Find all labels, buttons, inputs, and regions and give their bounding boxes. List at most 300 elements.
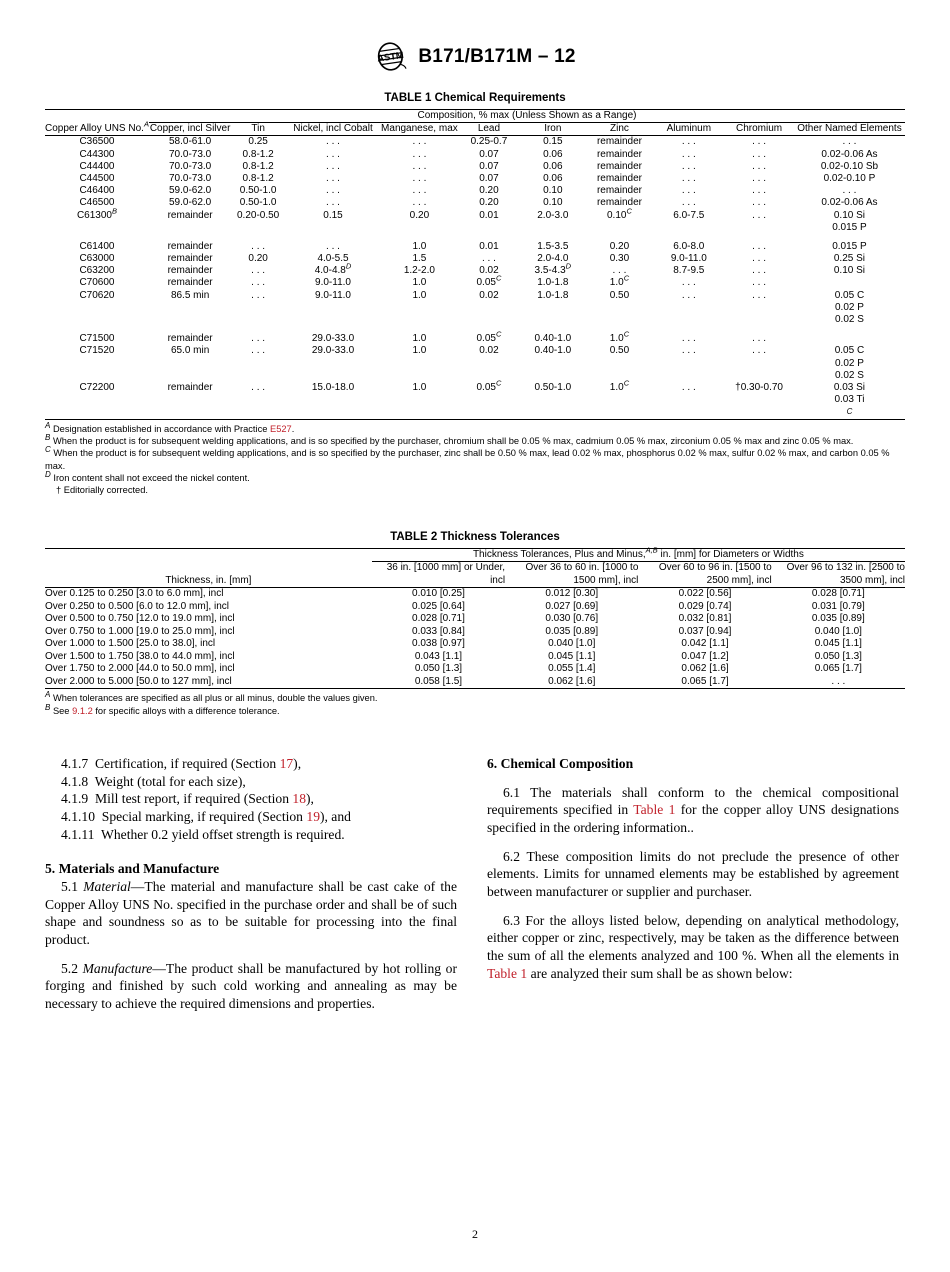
table-1-cell-manganese: . . . xyxy=(412,172,427,184)
table-1-cell-aluminum: . . . xyxy=(681,345,696,357)
table-1-cell-aluminum: . . . xyxy=(681,148,696,160)
table-1-cell-aluminum: . . . xyxy=(681,333,696,345)
table-1-cell-zinc: 0.10$^C$ xyxy=(607,206,632,221)
section-reference-link[interactable]: 18 xyxy=(292,791,307,807)
list-item xyxy=(45,773,457,791)
table-2-tolerances-header-text: Thickness Tolerances, Plus and Minus, xyxy=(472,548,646,560)
footnote-text: Designation established in accordance with Practice xyxy=(52,423,270,434)
paragraph-5-2-number: 5.2 xyxy=(61,960,83,976)
table-1-cell-chromium: . . . xyxy=(752,289,767,301)
table-row-continuation xyxy=(45,302,905,314)
table-1-cell-chromium: . . . xyxy=(752,333,767,345)
table-1-cell-nickel: . . . xyxy=(326,148,340,160)
footnote-text: Iron content shall not exceed the nickel content. xyxy=(53,472,250,483)
paragraph-5-1-text: —The material and manufacture shall be cast cake of the Copper Alloy UNS No. specified in the purchase order and shall be of such shape and soundness so as to be suitable for processing into the final product. xyxy=(45,878,458,947)
table-2-cell-v4: 0.031 [0.79] xyxy=(811,600,865,612)
table-2-col-4: Over 96 to 132 in. [2500 to 3500 mm], incl xyxy=(786,562,905,586)
table-1-cell-iron: 0.50-1.0 xyxy=(534,381,572,393)
table-1-cell-copper: remainder xyxy=(167,333,213,345)
table-2-cell-v2: 0.035 [0.89] xyxy=(545,625,599,637)
footnote-text: When the product is for subsequent welding applications, and is so specified by the purchaser, chromium shall be 0.05 % max, cadmium 0.05 % max, zirconium 0.05 % max and zinc 0.05 % max. xyxy=(52,435,854,446)
table-1-cell-aluminum: 8.7-9.5 xyxy=(673,265,705,277)
table-1-cell-lead: . . . xyxy=(481,253,496,265)
table-1-cell-manganese: 1.0 xyxy=(412,289,427,301)
list-item-text: Special marking, if required (Section xyxy=(101,808,307,824)
table-1-cell-alloy: C44500 xyxy=(79,172,115,184)
page-number: 2 xyxy=(472,1227,478,1241)
table-2-col-1: 36 in. [1000 mm] or Under, incl xyxy=(386,562,506,586)
table-1-group-header-row xyxy=(45,110,905,123)
table-1-cell-tin: 0.20 xyxy=(248,253,268,265)
table-1-cell-other: . . . xyxy=(842,185,857,197)
table-1-cell-chromium: . . . xyxy=(752,265,767,277)
table-1-col-copper: Copper, incl Silver xyxy=(149,123,231,135)
table-1-cell-lead: 0.02 xyxy=(479,289,499,301)
table-2-cell-v1: 0.038 [0.97] xyxy=(412,638,465,650)
astm-logo-icon xyxy=(374,42,408,72)
table-1-cell-copper: remainder xyxy=(167,240,213,252)
table-2-col-thickness: Thickness, in. [mm] xyxy=(165,574,252,586)
table-row-spacer xyxy=(45,234,905,241)
table-1-col-tin: Tin xyxy=(251,123,265,135)
section-5-heading: 5. Materials and Manufacture xyxy=(45,861,220,877)
list-item-number: 4.1.11 xyxy=(61,826,102,842)
table-1-cell-lead: 0.07 xyxy=(479,160,499,172)
table-row xyxy=(45,345,905,357)
footnote-reference-link[interactable]: 9.1.2 xyxy=(72,705,93,716)
table-2-cell-thickness: Over 1.500 to 1.750 [38.0 to 44.0 mm], incl xyxy=(45,650,235,662)
table-1-cell-manganese: 0.20 xyxy=(409,209,430,221)
paragraph-5-2 xyxy=(45,960,457,1013)
table-1-cell-copper: remainder xyxy=(167,265,213,277)
table-1-cell-nickel: 29.0-33.0 xyxy=(311,333,355,345)
table-1-footnotes xyxy=(45,420,905,497)
table-1-cell-other: . . . xyxy=(842,136,857,148)
table-1-cell-other-continued: 0.02 P xyxy=(834,301,864,313)
table-1-cell-alloy: C46500 xyxy=(79,197,115,209)
table-1-cell-chromium: . . . xyxy=(752,240,767,252)
table-1-cell-nickel: 9.0-11.0 xyxy=(315,277,351,289)
table-1-cell-tin: . . . xyxy=(251,345,266,357)
table-2-group-header-row xyxy=(45,548,905,562)
table-2-cell-v1: 0.025 [0.64] xyxy=(412,600,465,612)
footnote xyxy=(45,702,905,717)
section-reference-link[interactable]: 17 xyxy=(279,755,294,771)
table-1-cell-lead: 0.05$^C$ xyxy=(476,274,502,289)
paragraph-6-1 xyxy=(487,784,899,837)
footnote-mark: A xyxy=(45,690,51,700)
table-1-cell-manganese: 1.5 xyxy=(412,253,427,265)
table-1-cell-other: 0.03 Si xyxy=(833,381,866,393)
table-1-cell-tin: 0.20-0.50 xyxy=(236,209,280,221)
table-1-cell-alloy: C71500 xyxy=(79,333,115,345)
table-2-cell-v4: 0.050 [1.3] xyxy=(814,650,862,662)
table-1-cell-other: 0.10 Si xyxy=(833,265,866,277)
table-2-cell-v1: 0.028 [0.71] xyxy=(412,613,465,625)
table-2-cell-v1: 0.033 [0.84] xyxy=(412,625,465,637)
table-1-cell-alloy: C70600 xyxy=(79,277,115,289)
document-header xyxy=(45,0,905,78)
table-1-cell-nickel: 4.0-5.5 xyxy=(317,253,349,265)
table-1-reference-link[interactable]: Table 1 xyxy=(633,802,676,818)
list-item-number: 4.1.9 xyxy=(61,791,95,807)
table-2-cell-v1: 0.058 [1.5] xyxy=(372,676,505,689)
table-2-body xyxy=(45,588,905,689)
table-1-cell-manganese: . . . xyxy=(412,185,427,197)
table-1-cell-manganese: 1.0 xyxy=(412,381,427,393)
table-1-cell-tin: . . . xyxy=(251,240,266,252)
table-row xyxy=(45,290,905,302)
paragraph-6-1-text-before: 6.1 The materials shall conform to the chemical compositional requirements specified in xyxy=(487,784,899,818)
table-row xyxy=(45,197,905,209)
table-1-cell-iron: 2.0-4.0 xyxy=(537,253,569,265)
list-item-number: 4.1.8 xyxy=(61,773,95,789)
table-1-cell-nickel: 15.0-18.0 xyxy=(311,381,355,393)
table-2-cell-v2: 0.040 [1.0] xyxy=(548,638,596,650)
table-1-cell-aluminum: . . . xyxy=(681,381,696,393)
table-1-cell-nickel: 0.15 xyxy=(323,209,343,221)
table-1-body xyxy=(45,136,905,419)
footnote-mark: D xyxy=(45,469,51,479)
table-1-cell-lead: 0.20 xyxy=(479,185,499,197)
table-1-cell-zinc: remainder xyxy=(596,197,642,209)
table-1-cell-manganese: 1.0 xyxy=(412,333,427,345)
table-1-cell-tin: . . . xyxy=(251,381,266,393)
table-1-cell-zinc: 1.0$^C$ xyxy=(609,274,630,289)
table-1-cell-zinc: 0.50 xyxy=(609,345,630,357)
table-row xyxy=(45,241,905,253)
table-row xyxy=(45,149,905,161)
table-1-cell-aluminum: 6.0-7.5 xyxy=(673,209,705,221)
footnote-text-after: for specific alloys with a difference tolerance. xyxy=(92,705,280,716)
table-row xyxy=(45,651,905,664)
table-1-cell-other: 0.05 C xyxy=(834,289,865,301)
table-1-cell-chromium: †0.30-0.70 xyxy=(735,381,783,393)
table-1-col-alloy xyxy=(45,110,149,136)
table-1-cell-aluminum: 6.0-8.0 xyxy=(673,240,705,252)
table-row-continuation xyxy=(45,406,905,419)
table-row xyxy=(45,663,905,676)
table-1-cell-manganese: . . . xyxy=(412,148,427,160)
table-1-col-lead: Lead xyxy=(477,123,501,135)
table-2-cell-v3: 0.042 [1.1] xyxy=(681,638,729,650)
table-1-cell-other-continued: 0.02 P xyxy=(834,357,864,369)
table-2-cell-v3: 0.062 [1.6] xyxy=(681,663,729,675)
table-1-cell-nickel: . . . xyxy=(326,160,340,172)
table-1-cell-iron: 1.0-1.8 xyxy=(537,277,569,289)
table-row xyxy=(45,333,905,345)
table-2-cell-v1: 0.050 [1.3] xyxy=(414,663,463,675)
table-1-cell-other xyxy=(794,277,905,289)
table-1-cell-iron: 0.10 xyxy=(543,197,563,209)
table-2-cell-v4: 0.028 [0.71] xyxy=(811,588,865,600)
table-1-cell-aluminum: . . . xyxy=(681,197,696,209)
table-1-cell-zinc: 1.0$^C$ xyxy=(609,378,630,393)
table-1-cell-other: 0.02-0.06 As xyxy=(821,197,878,209)
list-item-number: 4.1.10 xyxy=(61,808,102,824)
table-1-cell-other xyxy=(794,333,905,345)
list-item-text: Weight (total for each size), xyxy=(94,773,246,789)
table-1-cell-zinc: remainder xyxy=(596,148,642,160)
table-1-cell-iron: 0.06 xyxy=(543,160,563,172)
table-row xyxy=(45,613,905,626)
table-1-cell-zinc: remainder xyxy=(596,136,642,148)
table-row xyxy=(45,638,905,651)
table-2-tolerances-header xyxy=(372,545,905,562)
table-1-cell-iron: 0.06 xyxy=(543,148,563,160)
ordering-information-list xyxy=(45,755,457,843)
table-1-cell-alloy: C36500 xyxy=(79,136,115,148)
table-2-cell-v3: 0.065 [1.7] xyxy=(638,676,771,689)
table-2-cell-v4: 0.045 [1.1] xyxy=(814,638,862,650)
table-1-cell-zinc: 0.20 xyxy=(609,240,630,252)
table-1-cell-zinc: 0.50 xyxy=(609,289,630,301)
table-1-col-nickel: Nickel, incl Cobalt xyxy=(293,123,373,135)
table-1-cell-nickel: . . . xyxy=(326,136,340,148)
table-1-cell-lead: 0.25-0.7 xyxy=(470,136,508,148)
table-1-col-alloy-label: Copper Alloy UNS No. xyxy=(45,123,144,135)
paragraph-5-1-term: Material xyxy=(83,878,131,894)
list-item-text: Certification, if required (Section xyxy=(94,755,280,771)
table-1-cell-other-continued: 0.03 Ti xyxy=(834,394,865,406)
table-1-cell-copper: 59.0-62.0 xyxy=(168,197,212,209)
table-row-continuation xyxy=(45,314,905,326)
table-row xyxy=(45,626,905,639)
table-1-cell-zinc: remainder xyxy=(596,185,642,197)
table-2-cell-v2: 0.055 [1.4] xyxy=(548,663,596,675)
table-1-col-aluminum: Aluminum xyxy=(666,123,712,135)
table-1-cell-lead: 0.05$^C$ xyxy=(476,378,502,393)
table-1-cell-manganese: 1.0 xyxy=(412,277,427,289)
table-1-cell-nickel: 4.0-4.8$^D$ xyxy=(314,261,352,277)
paragraph-5-1-number: 5.1 xyxy=(61,878,84,894)
table-1-cell-zinc: . . . xyxy=(612,265,627,277)
list-item-text: Mill test report, if required (Section xyxy=(94,791,293,807)
table-1-cell-alloy: C71520 xyxy=(79,345,115,357)
table-1-cell-nickel: . . . xyxy=(326,185,340,197)
table-1-cell-chromium: . . . xyxy=(752,160,767,172)
table-1-cell-lead: 0.02 xyxy=(479,265,499,277)
table-2-cell-thickness: Over 1.750 to 2.000 [44.0 to 50.0 mm], incl xyxy=(45,663,235,675)
table-1-cell-lead: 0.07 xyxy=(479,148,499,160)
table-2-cell-v4: . . . xyxy=(772,676,905,689)
table-row xyxy=(45,588,905,601)
table-1-cell-nickel: . . . xyxy=(326,240,340,252)
table-2-header-footnote-mark: A,B xyxy=(645,545,658,555)
table-2-cell-thickness: Over 2.000 to 5.000 [50.0 to 127 mm], incl xyxy=(45,676,372,689)
table-2-cell-v3: 0.022 [0.56] xyxy=(678,588,732,600)
table-1-cell-alloy: C44400 xyxy=(79,160,115,172)
table-1-cell-tin: 0.50-1.0 xyxy=(239,185,277,197)
table-1-cell-tin: 0.50-1.0 xyxy=(239,197,277,209)
table-row-continuation xyxy=(45,222,905,234)
table-1-col-manganese: Manganese, max xyxy=(381,123,458,135)
table-1-cell-alloy: C61400 xyxy=(79,240,115,252)
table-2-cell-v3: 0.047 [1.2] xyxy=(681,650,729,662)
table-2-cell-v2: 0.062 [1.6] xyxy=(505,676,638,689)
list-item-text-after: ), xyxy=(306,791,314,807)
table-1-cell-chromium: . . . xyxy=(752,136,767,148)
table-1-cell-tin: . . . xyxy=(251,289,266,301)
table-1-cell-lead: 0.02 xyxy=(479,345,499,357)
table-1-cell-other-continued: 0.015 P xyxy=(832,221,867,233)
table-1-col-chromium: Chromium xyxy=(736,123,783,135)
table-2 xyxy=(45,545,905,690)
table-1-cell-lead: 0.01 xyxy=(479,240,499,252)
footnote-reference-link[interactable]: E527 xyxy=(270,423,292,434)
table-1-cell-copper: remainder xyxy=(167,381,213,393)
footnote xyxy=(45,420,905,435)
table-1-cell-iron: 2.0-3.0 xyxy=(537,209,569,221)
footnote xyxy=(45,692,905,704)
table-1-cell-iron: 0.15 xyxy=(543,136,563,148)
table-row xyxy=(45,676,905,689)
list-item-number: 4.1.7 xyxy=(61,755,95,771)
table-1-cell-copper: 70.0-73.0 xyxy=(168,160,212,172)
table-2-tolerances-header-text2: in. [mm] for Diameters or Widths xyxy=(657,548,804,560)
table-1-cell-lead: 0.07 xyxy=(479,172,499,184)
table-1-cell-tin: . . . xyxy=(251,277,266,289)
table-2-cell-thickness: Over 0.750 to 1.000 [19.0 to 25.0 mm], incl xyxy=(45,625,235,637)
table-1-cell-aluminum: . . . xyxy=(681,289,696,301)
table-1-cell-manganese: 1.2-2.0 xyxy=(403,265,435,277)
table-1-cell-tin: . . . xyxy=(251,333,266,345)
footnote-mark: C xyxy=(45,445,51,455)
table-1-cell-chromium: . . . xyxy=(752,172,767,184)
table-row xyxy=(45,161,905,173)
table-1-cell-iron: 3.5-4.3$^D$ xyxy=(534,261,572,277)
table-2-cell-thickness: Over 0.125 to 0.250 [3.0 to 6.0 mm], incl xyxy=(45,588,224,600)
paragraph-6-1-text-after: for the copper alloy UNS designations specified in the ordering information.. xyxy=(487,802,899,835)
table-1-cell-chromium: . . . xyxy=(752,277,767,289)
table-1-cell-aluminum: . . . xyxy=(681,277,696,289)
table-1-cell-iron: 0.06 xyxy=(543,172,563,184)
table-1-cell-manganese: . . . xyxy=(412,197,427,209)
footnote-mark: B xyxy=(45,432,51,442)
table-1-cell-alloy: C44300 xyxy=(79,148,115,160)
table-2-cell-thickness: Over 0.500 to 0.750 [12.0 to 19.0 mm], incl xyxy=(45,613,235,625)
table-1-cell-iron: 0.10 xyxy=(543,185,563,197)
table-1-cell-chromium: . . . xyxy=(752,209,767,221)
table-1-col-other: Other Named Elements xyxy=(797,123,902,135)
table-1-cell-manganese: 1.0 xyxy=(412,240,427,252)
list-item xyxy=(45,826,457,844)
table-1-cell-copper: 70.0-73.0 xyxy=(168,148,212,160)
table-1-composition-header: Composition, % max (Unless Shown as a Range) xyxy=(149,110,905,123)
table-2-cell-v2: 0.045 [1.1] xyxy=(548,650,596,662)
list-item xyxy=(45,755,457,773)
table-1-cell-copper: 58.0-61.0 xyxy=(168,136,212,148)
table-2-cell-v3: 0.032 [0.81] xyxy=(678,613,732,625)
table-row xyxy=(45,382,905,394)
table-1-cell-other-footnote: C xyxy=(794,406,905,419)
table-2-cell-v4: 0.065 [1.7] xyxy=(814,663,862,675)
paragraph-6-3-text-before: 6.3 For the alloys listed below, depending on analytical methodology, either copper or zinc, respectively, may be taken as the difference between the sum of all the elements analyzed and 100 %. When all the elements in xyxy=(487,912,899,963)
table-row-continuation xyxy=(45,358,905,370)
table-2-caption: TABLE 2 Thickness Tolerances xyxy=(390,530,560,543)
table-1-cell-other: 0.02-0.10 Sb xyxy=(820,160,879,172)
table-1-cell-copper: remainder xyxy=(167,209,213,221)
footnote-text: When tolerances are specified as all plus or all minus, double the values given. xyxy=(52,693,378,704)
table-row-continuation xyxy=(45,394,905,406)
section-reference-link[interactable]: 19 xyxy=(306,808,320,824)
right-column xyxy=(487,755,899,1013)
table-1-cell-nickel: 9.0-11.0 xyxy=(315,289,351,301)
table-row xyxy=(45,136,905,149)
table-2-cell-v1: 0.043 [1.1] xyxy=(414,650,463,662)
table-1-reference-link-2[interactable]: Table 1 xyxy=(487,965,528,981)
table-1-cell-iron: 0.40-1.0 xyxy=(534,333,572,345)
table-2-cell-v3: 0.037 [0.94] xyxy=(678,625,732,637)
footnote xyxy=(45,432,905,447)
table-row xyxy=(45,210,905,222)
table-1-col-alloy-footnote-mark: A xyxy=(143,119,149,129)
table-1-dagger-note: † Editorially corrected. xyxy=(56,485,148,496)
table-2-cell-v2: 0.030 [0.76] xyxy=(545,613,599,625)
document-designation: B171/B171M – 12 xyxy=(418,46,576,67)
table-1-cell-aluminum: . . . xyxy=(681,160,696,172)
table-1-caption: TABLE 1 Chemical Requirements xyxy=(384,92,566,104)
table-1-cell-alloy: C46400 xyxy=(79,185,115,197)
table-2-cell-thickness: Over 0.250 to 0.500 [6.0 to 12.0 mm], incl xyxy=(45,600,229,612)
table-1-cell-alloy: C63000 xyxy=(79,253,115,265)
left-column xyxy=(45,755,457,1013)
table-1-section xyxy=(45,92,905,497)
table-2-col-3: Over 60 to 96 in. [1500 to 2500 mm], incl xyxy=(658,562,772,586)
table-1-cell-iron: 1.0-1.8 xyxy=(537,289,569,301)
table-2-col-2: Over 36 to 60 in. [1000 to 1500 mm], incl xyxy=(525,562,639,586)
footnote-text: When the product is for subsequent welding applications, and is so specified by the purchaser, zinc shall be 0.50 % max, lead 0.02 % max, phosphorus 0.02 % max, sulfur 0.02 % max, and carbon 0.05 % max. xyxy=(45,448,890,471)
table-row xyxy=(45,601,905,614)
table-1-cell-manganese: 1.0 xyxy=(412,345,427,357)
list-item-text-after: ), and xyxy=(319,808,351,824)
list-item-text-after: ), xyxy=(293,755,302,771)
table-1-cell-other-continued: 0.02 S xyxy=(834,369,864,381)
table-1-cell-tin: 0.8-1.2 xyxy=(242,160,274,172)
footnote-text: See xyxy=(52,705,73,716)
table-1-cell-manganese: . . . xyxy=(412,160,427,172)
table-1-cell-zinc: 1.0$^C$ xyxy=(609,329,630,345)
table-1-cell-manganese: . . . xyxy=(412,136,427,148)
paragraph-6-3 xyxy=(487,912,899,983)
table-1-cell-copper: 70.0-73.0 xyxy=(168,172,212,184)
table-2-cell-v4: 0.035 [0.89] xyxy=(811,613,865,625)
table-1-cell-copper: 59.0-62.0 xyxy=(168,185,212,197)
table-2-cell-v3: 0.029 [0.74] xyxy=(678,600,732,612)
table-1-cell-tin: 0.8-1.2 xyxy=(242,148,274,160)
footnote-mark: A xyxy=(45,420,51,430)
table-1-cell-tin: 0.25 xyxy=(248,136,268,148)
table-1-cell-other: 0.02-0.06 As xyxy=(821,148,878,160)
table-1-cell-iron: 0.40-1.0 xyxy=(534,345,572,357)
paragraph-5-2-term: Manufacture xyxy=(82,960,153,976)
table-1-cell-lead: 0.20 xyxy=(479,197,499,209)
table-1-cell-copper: 65.0 min xyxy=(170,345,210,357)
table-1-cell-nickel: . . . xyxy=(326,197,340,209)
table-row xyxy=(45,265,905,277)
table-1-cell-other: 0.25 Si xyxy=(833,253,866,265)
list-item xyxy=(45,790,457,808)
table-1-cell-tin: 0.8-1.2 xyxy=(242,172,274,184)
table-1-cell-zinc: remainder xyxy=(596,172,642,184)
footnote xyxy=(45,469,905,484)
paragraph-6-3-text-after: are analyzed their sum shall be as shown below: xyxy=(527,965,793,981)
table-1-cell-alloy: C72200 xyxy=(79,381,115,393)
table-1-cell-other-continued: 0.02 S xyxy=(834,314,864,325)
list-item-text: Whether 0.2 yield offset strength is required. xyxy=(101,826,345,842)
table-1-cell-alloy: C63200 xyxy=(79,265,115,277)
paragraph-5-2-text: —The product shall be manufactured by hot rolling or forging and finished by such cold working and annealing as may be necessary to achieve the required dimensions and properties. xyxy=(45,960,457,1011)
